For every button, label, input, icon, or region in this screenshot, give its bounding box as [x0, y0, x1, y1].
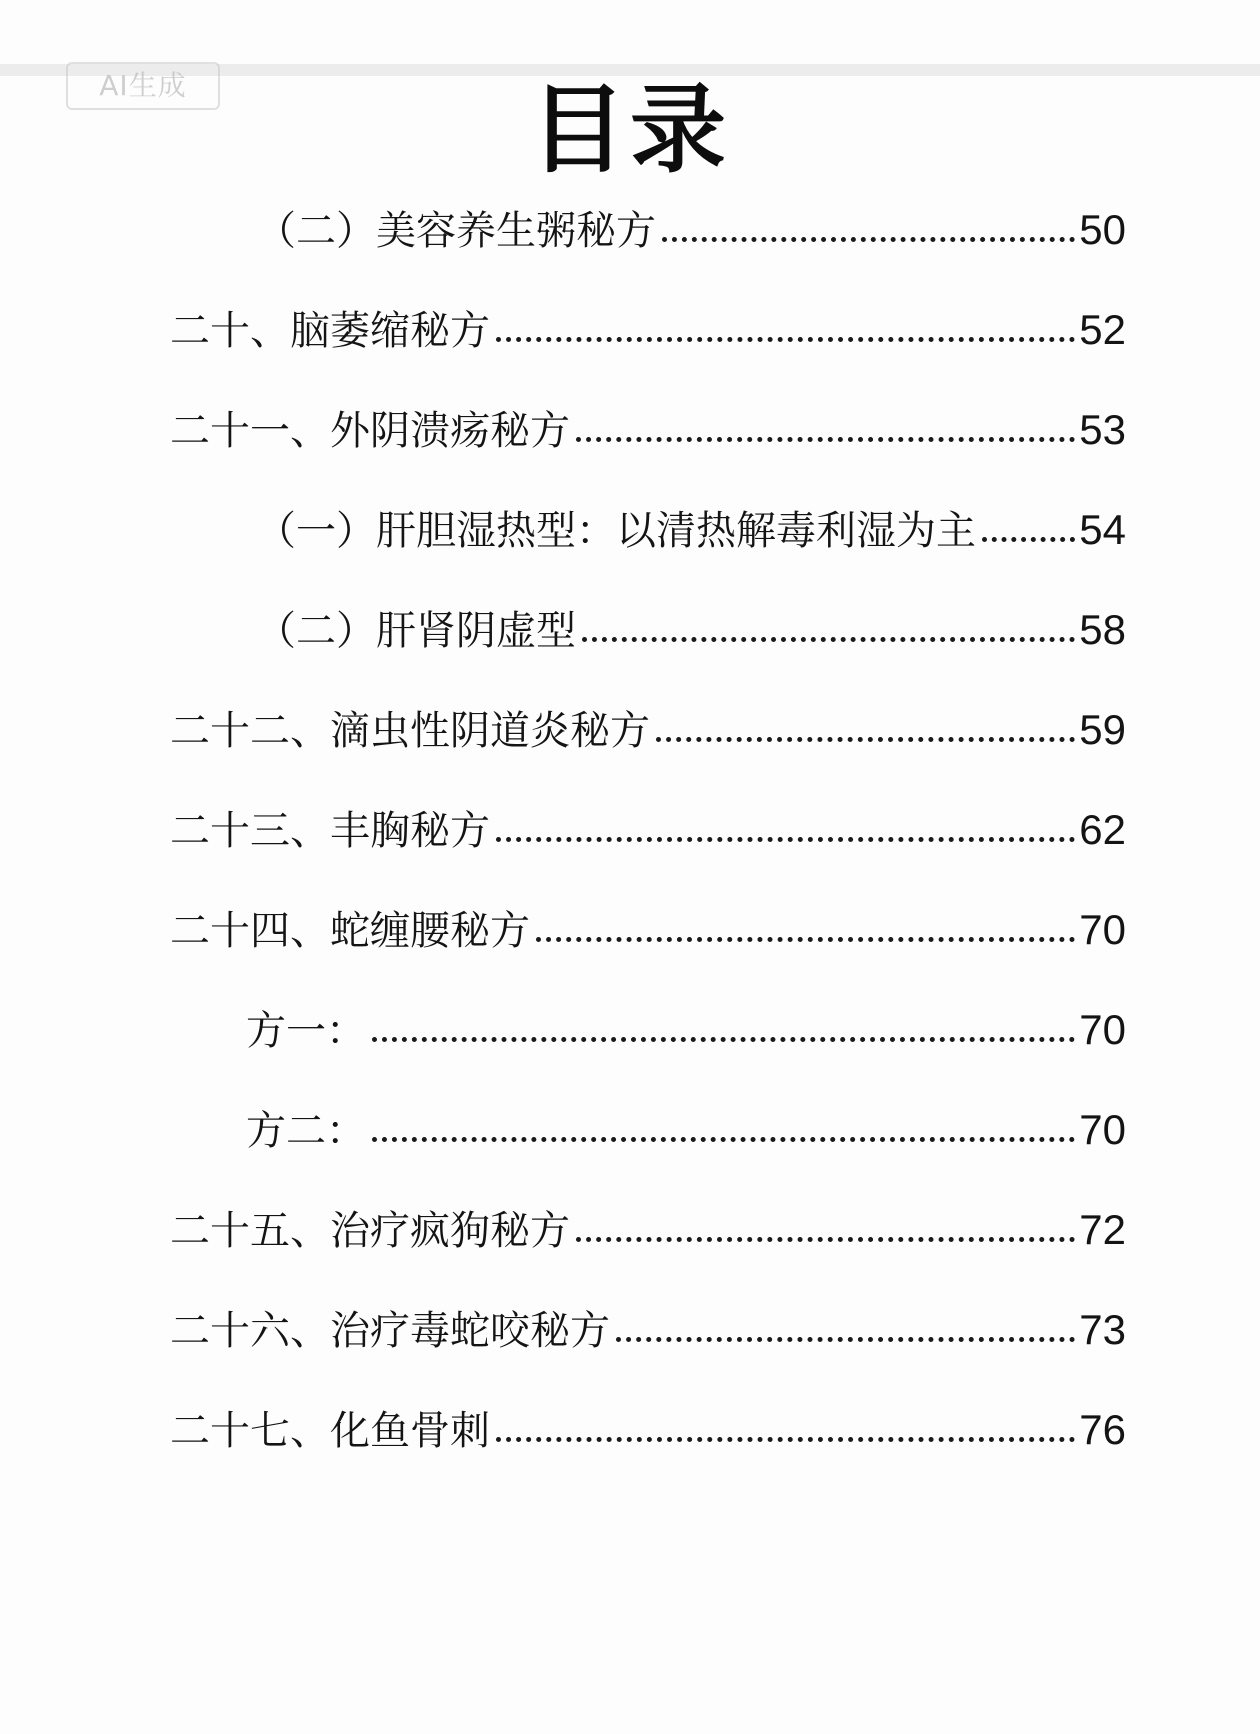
toc-entry-label: 二十四、蛇缠腰秘方 — [170, 908, 530, 954]
ai-generated-watermark: AI生成 — [66, 62, 220, 110]
toc-entry-page: 59 — [1079, 706, 1126, 753]
toc-entry[interactable] — [170, 800, 1126, 860]
toc-entry[interactable] — [170, 700, 1126, 760]
toc-entry-page: 70 — [1079, 1006, 1126, 1053]
toc-entry-page: 54 — [1079, 506, 1126, 553]
toc-entry[interactable] — [170, 1200, 1126, 1260]
toc-entry[interactable] — [246, 1000, 1126, 1060]
dot-leader — [496, 837, 1075, 842]
toc-entry-label: 二十七、化鱼骨刺 — [170, 1408, 490, 1454]
toc-entry-label: 方一： — [246, 1008, 366, 1054]
toc-entry-label: （一）肝胆湿热型：以清热解毒利湿为主 — [256, 508, 976, 554]
toc-entry[interactable] — [256, 200, 1126, 260]
dot-leader — [372, 1037, 1075, 1042]
toc-entry-label: 二十一、外阴溃疡秘方 — [170, 408, 570, 454]
toc-entry-label: 二十二、滴虫性阴道炎秘方 — [170, 708, 650, 754]
toc-entry-label: 二十三、丰胸秘方 — [170, 808, 490, 854]
toc-entry-label: （二）肝肾阴虚型 — [256, 608, 576, 654]
dot-leader — [656, 737, 1075, 742]
toc-entry-page: 50 — [1079, 206, 1126, 253]
toc-entry[interactable] — [246, 1100, 1126, 1160]
dot-leader — [982, 537, 1075, 542]
toc-entry-page: 58 — [1079, 606, 1126, 653]
toc-entry-label: 方二： — [246, 1108, 366, 1154]
toc-entry[interactable] — [256, 500, 1126, 560]
toc-entry-page: 76 — [1079, 1406, 1126, 1453]
dot-leader — [582, 637, 1075, 642]
dot-leader — [616, 1337, 1075, 1342]
toc-entry-page: 70 — [1079, 906, 1126, 953]
toc-entry-page: 70 — [1079, 1106, 1126, 1153]
page-title: 目录 — [530, 74, 730, 186]
dot-leader — [372, 1137, 1075, 1142]
toc-entry-label: 二十六、治疗毒蛇咬秘方 — [170, 1308, 610, 1354]
dot-leader — [496, 1437, 1075, 1442]
toc-entry[interactable] — [170, 900, 1126, 960]
toc-entry-label: （二）美容养生粥秘方 — [256, 208, 656, 254]
toc-entry-page: 52 — [1079, 306, 1126, 353]
toc-entry-label: 二十、脑萎缩秘方 — [170, 308, 490, 354]
dot-leader — [576, 1237, 1075, 1242]
toc-entry[interactable] — [170, 1300, 1126, 1360]
toc-entry[interactable] — [170, 400, 1126, 460]
toc-entry-page: 73 — [1079, 1306, 1126, 1353]
dot-leader — [536, 937, 1075, 942]
dot-leader — [496, 337, 1075, 342]
toc-entry[interactable] — [170, 1400, 1126, 1460]
toc-entry[interactable] — [170, 300, 1126, 360]
toc-entry-label: 二十五、治疗疯狗秘方 — [170, 1208, 570, 1254]
toc-entry-page: 62 — [1079, 806, 1126, 853]
dot-leader — [662, 237, 1075, 242]
dot-leader — [576, 437, 1075, 442]
toc-entry[interactable] — [256, 600, 1126, 660]
toc-entry-page: 72 — [1079, 1206, 1126, 1253]
toc-entry-page: 53 — [1079, 406, 1126, 453]
